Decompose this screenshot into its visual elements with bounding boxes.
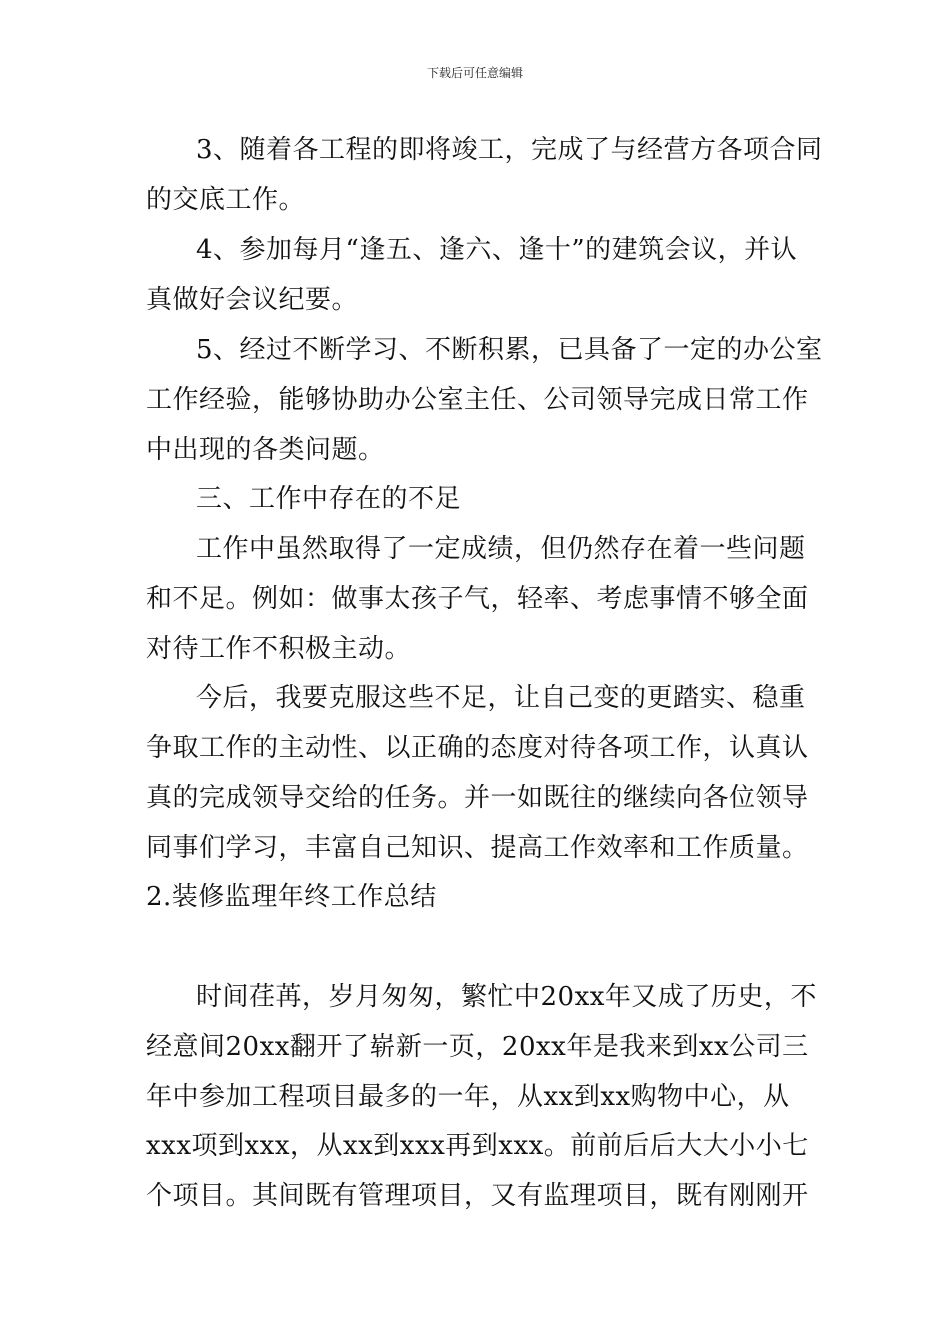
paragraph-line: 对待工作不积极主动。 (146, 634, 412, 664)
paragraph-line: 同事们学习，丰富自己知识、提高工作效率和工作质量。 (146, 833, 809, 863)
paragraph-line: 和不足。例如：做事太孩子气，轻率、考虑事情不够全面 (146, 584, 809, 614)
paragraph-line: 今后，我要克服这些不足，让自己变的更踏实、稳重 (196, 683, 806, 713)
paragraph-line: 3、随着各工程的即将竣工，完成了与经营方各项合同 (196, 135, 823, 165)
section-heading: 三、工作中存在的不足 (196, 484, 462, 514)
paragraph-line: 经意间20xx翻开了崭新一页，20xx年是我来到xx公司三 (146, 1032, 809, 1062)
paragraph-line: 真做好会议纪要。 (146, 285, 359, 315)
paragraph-line: 的交底工作。 (146, 185, 306, 215)
paragraph-line: 5、经过不断学习、不断积累，已具备了一定的办公室 (196, 335, 823, 365)
paragraph-line: 真的完成领导交给的任务。并一如既往的继续向各位领导 (146, 783, 809, 813)
paragraph-line: xxx项到xxx，从xx到xxx再到xxx。前前后后大大小小七 (146, 1131, 809, 1161)
paragraph-line: 工作经验，能够协助办公室主任、公司领导完成日常工作 (146, 385, 809, 415)
paragraph-line: 时间荏苒，岁月匆匆，繁忙中20xx年又成了历史，不 (196, 982, 817, 1012)
paragraph-line: 争取工作的主动性、以正确的态度对待各项工作，认真认 (146, 733, 809, 763)
page-header: 下载后可任意编辑 (426, 66, 523, 80)
document-title: 2.装修监理年终工作总结 (146, 882, 437, 912)
paragraph-line: 个项目。其间既有管理项目，又有监理项目，既有刚刚开 (146, 1181, 809, 1211)
paragraph-line: 工作中虽然取得了一定成绩，但仍然存在着一些问题 (196, 534, 806, 564)
paragraph-line: 中出现的各类问题。 (146, 435, 385, 465)
paragraph-line: 4、参加每月“逢五、逢六、逢十”的建筑会议，并认 (196, 235, 798, 265)
paragraph-line: 年中参加工程项目最多的一年，从xx到xx购物中心，从 (146, 1082, 790, 1112)
